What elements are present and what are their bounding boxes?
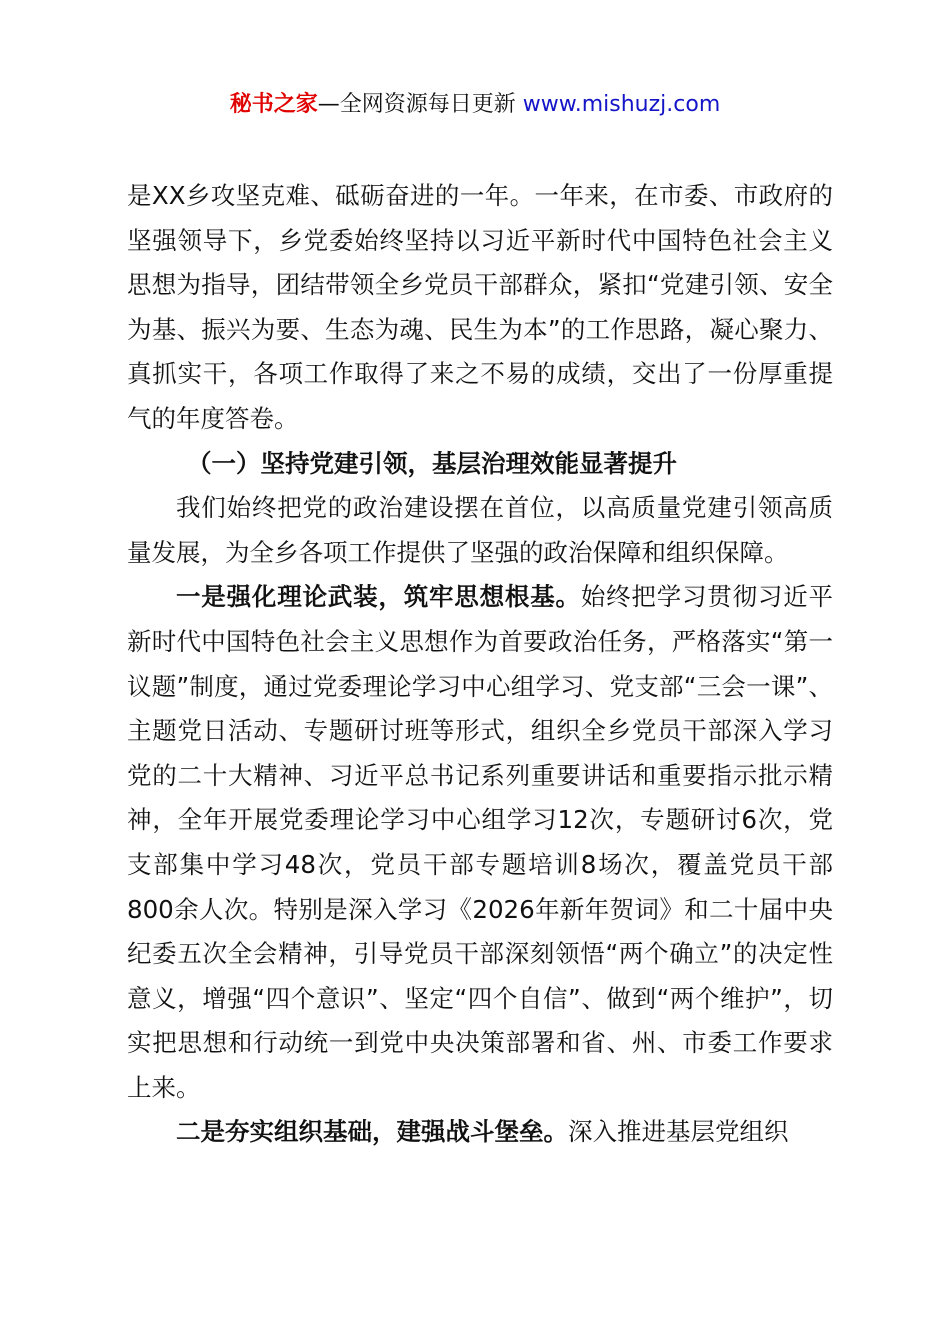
paragraph-intro-continued: 是XX乡攻坚克难、砥砺奋进的一年。一年来，在市委、市政府的坚强领导下，乡党委始终坚持以习近平新时代中国特色社会主义思想为指导，团结带领全乡党员干部群众，紧扣“党建引领、安全为基、振兴为要、生态为魂、民生为本”的工作思路，凝心聚力、真抓实干，各项工作取得了来之不易的成绩，交出了一份厚重提气的年度答卷。 [127,181,833,433]
header-tagline: —全网资源每日更新 [317,92,523,117]
paragraph-text: 始终把学习贯彻习近平新时代中国特色社会主义思想作为首要政治任务，严格落实“第一议题”制度，通过党委理论学习中心组学习、党支部“三会一课”、主题党日活动、专题研讨班等形式，组织全乡党员干部深入学习党的二十大精神、习近平总书记系列重要讲话和重要指示批示精神，全年开展党委理论学习中心组学习12次，专题研讨6次，党支部集中学习48次，党员干部专题培训8场次，覆盖党员干部800余人次。特别是深入学习《2026年新年贺词》和二十届中央纪委五次全会精神，引导党员干部深刻领悟“两个确立”的决定性意义，增强“四个意识”、坚定“四个自信”、做到“两个维护”，切实把思想和行动统一到党中央决策部署和省、州、市委工作要求上来。 [127,582,834,1102]
section-heading: （一）坚持党建引领，基层治理效能显著提升 [187,448,677,478]
site-url[interactable]: www.mishuzj.com [522,92,721,117]
paragraph-text: 深入推进基层党组织 [568,1117,789,1147]
paragraph-section-intro: 我们始终把党的政治建设摆在首位，以高质量党建引领高质量发展，为全乡各项工作提供了坚强的政治保障和组织保障。 [127,493,833,567]
paragraph-lead: 一是强化理论武装，筑牢思想根基。 [176,582,581,612]
document-body [127,174,833,1155]
paragraph-organization [127,1110,833,1155]
brand-name: 秘书之家 [229,92,318,117]
page-header [0,88,950,122]
paragraph-lead: 二是夯实组织基础，建强战斗堡垒。 [176,1117,568,1147]
paragraph-theory [127,575,833,1110]
